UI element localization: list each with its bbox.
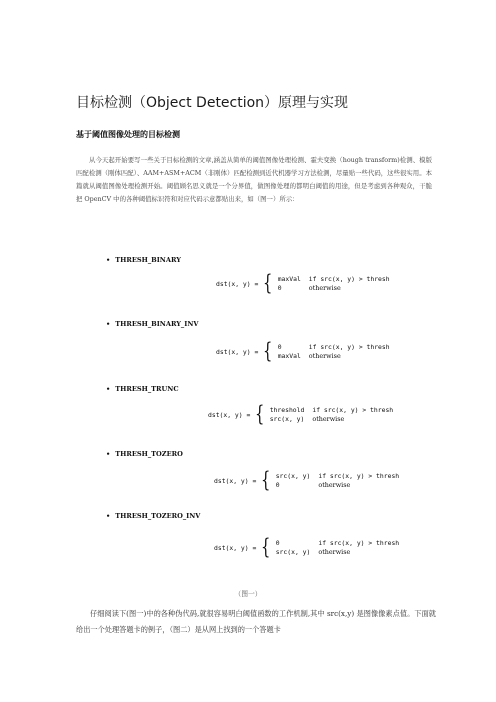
formula-cases	[278, 275, 390, 292]
section-heading: 基于阈值图像处理的目标检测	[76, 130, 180, 139]
brace-symbol: {	[261, 535, 271, 559]
bullet-thresh-binary: • THRESH_BINARY	[106, 256, 181, 264]
case-condition: if src(x, y) > thresh	[318, 472, 400, 480]
formula-cases	[276, 539, 399, 556]
case-condition: if src(x, y) > thresh	[318, 539, 400, 547]
formula-lhs: dst(x, y) =	[214, 543, 257, 552]
body-paragraph: 仔细阅读下(图一)中的各种伪代码,就很容易明白阈值函数的工作机制,其中 src(x,y) 是图像像素点值。下面就给出一个处理答题卡的例子，（图二）是从网上找到的一个答题卡	[76, 609, 436, 634]
formula-lhs: dst(x, y) =	[208, 410, 251, 419]
brace-symbol: {	[263, 339, 273, 363]
formula-thresh-tozero-inv	[214, 537, 399, 558]
case-condition: otherwise	[312, 415, 345, 423]
case-value: 0	[275, 539, 280, 547]
case-condition: otherwise	[318, 481, 351, 489]
formula-thresh-trunc	[208, 404, 393, 425]
bullet-thresh-tozero: • THRESH_TOZERO	[106, 450, 183, 458]
case-value: maxVal	[277, 275, 301, 283]
formula-lhs: dst(x, y) =	[214, 476, 257, 485]
case-condition: otherwise	[318, 548, 351, 556]
brace-symbol: {	[263, 271, 273, 295]
figure-caption: （图一）	[234, 590, 262, 598]
case-condition: otherwise	[308, 352, 341, 360]
case-condition: if src(x, y) > thresh	[312, 406, 394, 414]
case-value: 0	[277, 343, 282, 351]
bullet-thresh-tozero-inv: • THRESH_TOZERO_INV	[106, 512, 200, 520]
formula-cases	[276, 472, 399, 489]
formula-cases	[278, 343, 390, 360]
case-value: 0	[277, 284, 282, 292]
formula-thresh-binary-inv	[216, 341, 390, 362]
bullet-thresh-trunc: • THRESH_TRUNC	[106, 385, 179, 393]
page-title: 目标检测（Object Detection）原理与实现	[76, 95, 349, 111]
formula-thresh-binary	[216, 273, 390, 294]
case-value: threshold	[269, 406, 305, 414]
formula-lhs: dst(x, y) =	[216, 279, 259, 288]
bullet-thresh-binary-inv: • THRESH_BINARY_INV	[106, 320, 198, 328]
case-condition: otherwise	[308, 284, 341, 292]
case-value: src(x, y)	[275, 548, 311, 556]
case-value: src(x, y)	[275, 472, 311, 480]
formula-thresh-tozero	[214, 470, 399, 491]
case-condition: if src(x, y) > thresh	[308, 343, 390, 351]
case-value: 0	[275, 481, 280, 489]
brace-symbol: {	[261, 468, 271, 492]
formula-lhs: dst(x, y) =	[216, 347, 259, 356]
intro-paragraph: 从今天起开始要写一些关于目标检测的文章,涵盖从简单的阈值图像处理检测、霍夫变换（hough transform)检测、模版匹配检测（刚体匹配）、AAM+ASM+ACM（非刚体）匹配检测到近代机器学习方法检测，尽量贴一些代码，这些很实用。本篇就从阈值图像处理检测开始。阈值顾名思义就是一个分界值，做图像处理的都明白阈值的用途，但是考虑到各种观众，干脆把 OpenCV 中的各种阈值标识符和对应代码示意都贴出来，如（图一）所示：	[76, 156, 432, 203]
case-condition: if src(x, y) > thresh	[308, 275, 390, 283]
formula-cases	[270, 406, 393, 423]
case-value: src(x, y)	[269, 415, 305, 423]
brace-symbol: {	[255, 402, 265, 426]
case-value: maxVal	[277, 352, 301, 360]
